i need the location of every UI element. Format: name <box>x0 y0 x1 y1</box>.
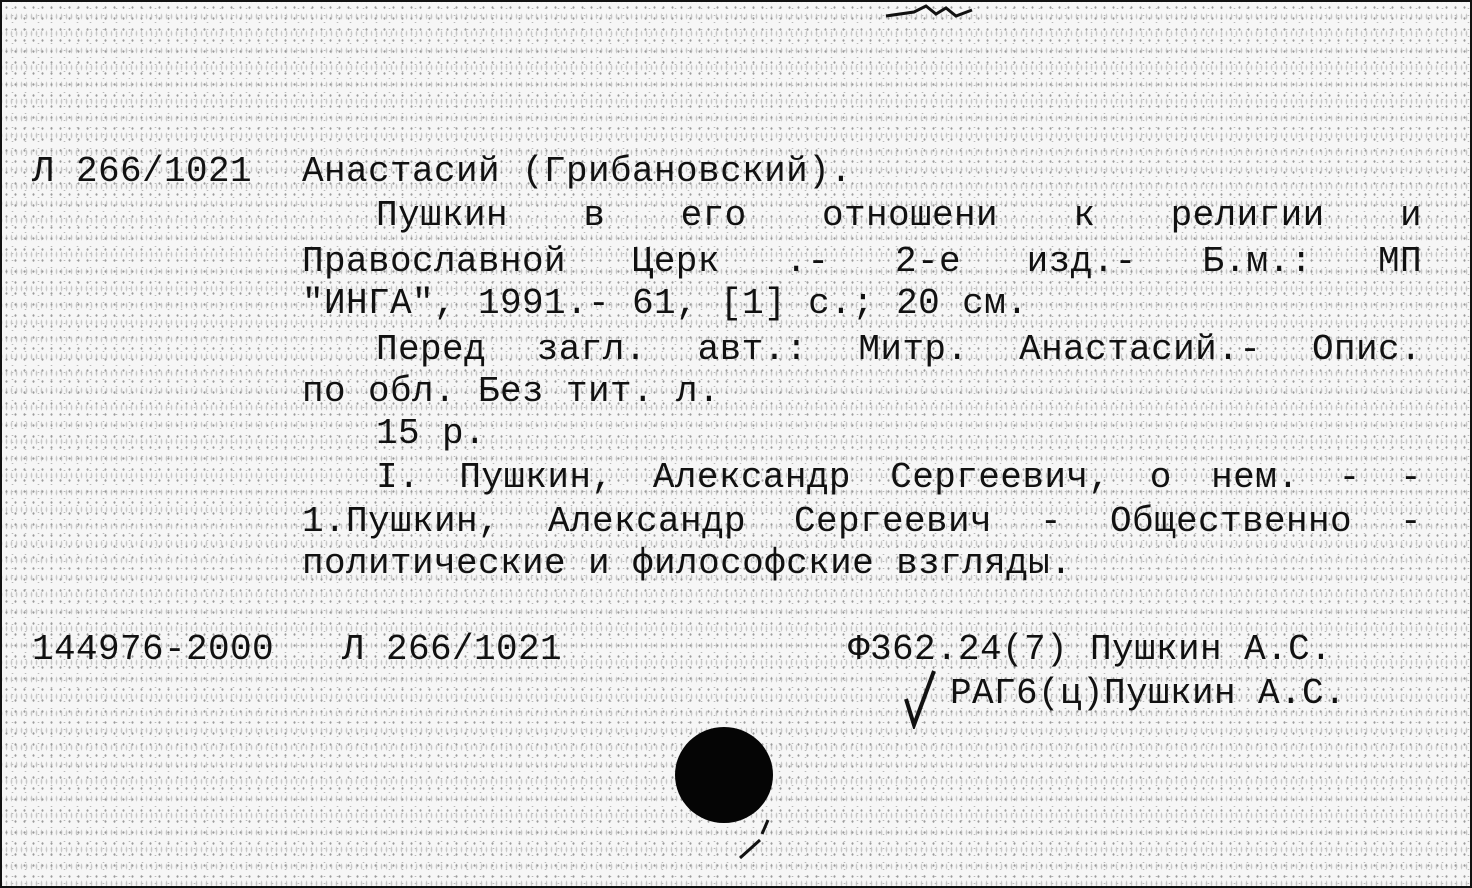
class-code-2: РАГ6(ц)Пушкин А.С. <box>950 673 1347 714</box>
title-line-1: Пушкин в его отношени к религии и <box>376 195 1422 236</box>
note-line-2: по обл. Без тит. л. <box>302 371 721 412</box>
title-line-3: "ИНГА", 1991.- 61, [1] с.; 20 см. <box>302 283 1029 324</box>
subject-line-3: политические и философские взгляды. <box>302 543 1073 584</box>
price: 15 р. <box>376 413 487 454</box>
inventory-number: 144976-2000 <box>32 629 275 670</box>
note-line-1: Перед загл. авт.: Митр. Анастасий.- Опис. <box>376 329 1422 370</box>
punch-hole <box>675 727 773 823</box>
shelfmark-repeat: Л 266/1021 <box>342 629 563 670</box>
author-heading: Анастасий (Грибановский). <box>302 151 853 192</box>
pencil-stroke <box>732 814 782 864</box>
class-code-1: Ф362.24(7) Пушкин А.С. <box>848 629 1333 670</box>
shelfmark: Л 266/1021 <box>32 151 253 192</box>
title-line-2: Православной Церк .- 2-е изд.- Б.м.: МП <box>302 241 1422 282</box>
pencil-mark <box>884 2 974 24</box>
subject-line-2: 1.Пушкин, Александр Сергеевич - Общественно - <box>302 501 1422 542</box>
subject-line-1: I. Пушкин, Александр Сергеевич, о нем. - - <box>376 457 1422 498</box>
check-mark-icon <box>900 667 940 729</box>
